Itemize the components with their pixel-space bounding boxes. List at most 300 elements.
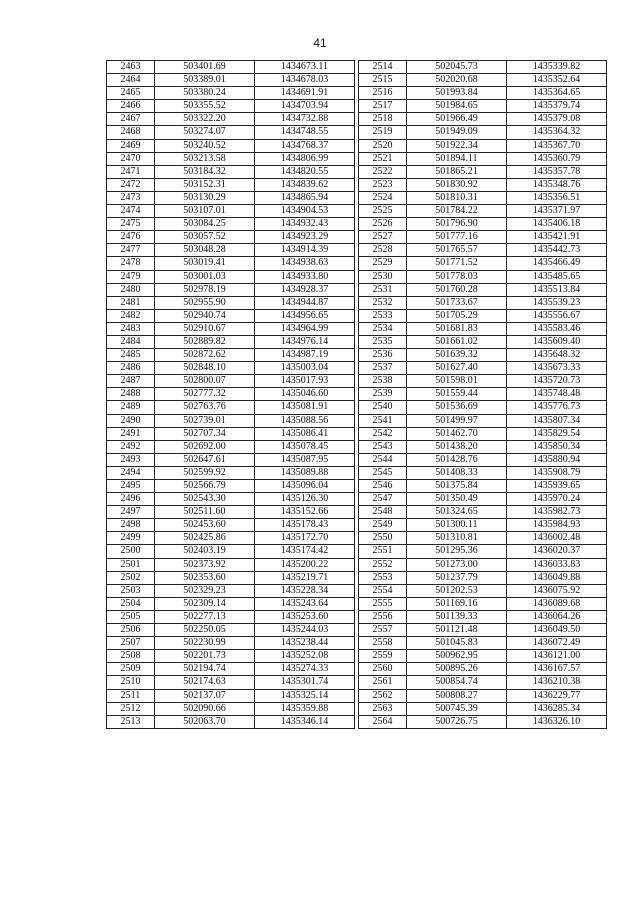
point-number-cell: 2550: [359, 532, 407, 545]
table-row: [107, 480, 355, 493]
y-coordinate-cell: 1434673.11: [255, 61, 355, 74]
table-row: [107, 270, 355, 283]
y-coordinate-cell: 1435442.73: [507, 244, 607, 257]
x-coordinate-cell: 502872.62: [155, 349, 255, 362]
point-number-cell: 2481: [107, 296, 155, 309]
point-number-cell: 2564: [359, 715, 407, 728]
table-row: [107, 493, 355, 506]
y-coordinate-cell: 1435081.91: [255, 401, 355, 414]
point-number-cell: 2531: [359, 283, 407, 296]
point-number-cell: 2522: [359, 165, 407, 178]
x-coordinate-cell: 501777.16: [407, 231, 507, 244]
x-coordinate-cell: 503380.24: [155, 87, 255, 100]
x-coordinate-cell: 501438.20: [407, 440, 507, 453]
table-row: [107, 113, 355, 126]
table-row: [107, 702, 355, 715]
x-coordinate-cell: 501350.49: [407, 493, 507, 506]
table-row: [107, 388, 355, 401]
x-coordinate-cell: 502277.13: [155, 610, 255, 623]
point-number-cell: 2546: [359, 480, 407, 493]
x-coordinate-cell: 502194.74: [155, 663, 255, 676]
y-coordinate-cell: 1435339.82: [507, 61, 607, 74]
x-coordinate-cell: 501499.97: [407, 414, 507, 427]
x-coordinate-cell: 503401.69: [155, 61, 255, 74]
page-number: 41: [313, 36, 327, 50]
point-number-cell: 2560: [359, 663, 407, 676]
x-coordinate-cell: 502373.92: [155, 558, 255, 571]
table-row: [359, 414, 607, 427]
y-coordinate-cell: 1435984.93: [507, 519, 607, 532]
point-number-cell: 2483: [107, 322, 155, 335]
x-coordinate-cell: 502940.74: [155, 309, 255, 322]
y-coordinate-cell: 1434928.37: [255, 283, 355, 296]
y-coordinate-cell: 1435152.66: [255, 506, 355, 519]
y-coordinate-cell: 1435539.23: [507, 296, 607, 309]
table-row: [359, 61, 607, 74]
x-coordinate-cell: 502707.34: [155, 427, 255, 440]
point-number-cell: 2484: [107, 335, 155, 348]
y-coordinate-cell: 1435371.97: [507, 205, 607, 218]
point-number-cell: 2538: [359, 375, 407, 388]
point-number-cell: 2548: [359, 506, 407, 519]
y-coordinate-cell: 1435829.54: [507, 427, 607, 440]
y-coordinate-cell: 1436121.00: [507, 650, 607, 663]
table-row: [359, 427, 607, 440]
table-row: [359, 650, 607, 663]
x-coordinate-cell: 502543.30: [155, 493, 255, 506]
point-number-cell: 2558: [359, 637, 407, 650]
point-number-cell: 2539: [359, 388, 407, 401]
y-coordinate-cell: 1435970.24: [507, 493, 607, 506]
x-coordinate-cell: 501169.16: [407, 597, 507, 610]
point-number-cell: 2517: [359, 100, 407, 113]
y-coordinate-cell: 1435086.41: [255, 427, 355, 440]
table-row: [359, 480, 607, 493]
y-coordinate-cell: 1434678.03: [255, 74, 355, 87]
point-number-cell: 2478: [107, 257, 155, 270]
y-coordinate-cell: 1435357.78: [507, 165, 607, 178]
y-coordinate-cell: 1435673.33: [507, 362, 607, 375]
y-coordinate-cell: 1434691.91: [255, 87, 355, 100]
table-row: [107, 152, 355, 165]
y-coordinate-cell: 1436089.68: [507, 597, 607, 610]
point-number-cell: 2511: [107, 689, 155, 702]
x-coordinate-cell: 501949.09: [407, 126, 507, 139]
table-row: [359, 178, 607, 191]
x-coordinate-cell: 501865.21: [407, 165, 507, 178]
y-coordinate-cell: 1434987.19: [255, 349, 355, 362]
x-coordinate-cell: 502599.92: [155, 466, 255, 479]
point-number-cell: 2479: [107, 270, 155, 283]
x-coordinate-cell: 501300.11: [407, 519, 507, 532]
point-number-cell: 2534: [359, 322, 407, 335]
table-row: [107, 309, 355, 322]
y-coordinate-cell: 1434944.87: [255, 296, 355, 309]
point-number-cell: 2524: [359, 191, 407, 204]
y-coordinate-cell: 1435046.60: [255, 388, 355, 401]
x-coordinate-cell: 502353.60: [155, 571, 255, 584]
x-coordinate-cell: 501661.02: [407, 335, 507, 348]
table-row: [107, 257, 355, 270]
table-row: [107, 362, 355, 375]
y-coordinate-cell: 1435172.70: [255, 532, 355, 545]
y-coordinate-cell: 1435078.45: [255, 440, 355, 453]
y-coordinate-cell: 1434839.62: [255, 178, 355, 191]
y-coordinate-cell: 1435466.49: [507, 257, 607, 270]
point-number-cell: 2502: [107, 571, 155, 584]
table-row: [359, 165, 607, 178]
y-coordinate-cell: 1436064.26: [507, 610, 607, 623]
y-coordinate-cell: 1436210.38: [507, 676, 607, 689]
table-row: [359, 244, 607, 257]
point-number-cell: 2552: [359, 558, 407, 571]
table-row: [359, 702, 607, 715]
table-row: [107, 231, 355, 244]
point-number-cell: 2465: [107, 87, 155, 100]
table-row: [107, 349, 355, 362]
y-coordinate-cell: 1435089.88: [255, 466, 355, 479]
table-row: [359, 126, 607, 139]
x-coordinate-cell: 501121.48: [407, 624, 507, 637]
y-coordinate-cell: 1435583.46: [507, 322, 607, 335]
x-coordinate-cell: 502174.63: [155, 676, 255, 689]
y-coordinate-cell: 1436049.50: [507, 624, 607, 637]
table-row: [359, 401, 607, 414]
y-coordinate-cell: 1435238.44: [255, 637, 355, 650]
table-row: [359, 558, 607, 571]
x-coordinate-cell: 501771.52: [407, 257, 507, 270]
table-row: [359, 453, 607, 466]
x-coordinate-cell: 501559.44: [407, 388, 507, 401]
point-number-cell: 2501: [107, 558, 155, 571]
point-number-cell: 2530: [359, 270, 407, 283]
table-row: [107, 218, 355, 231]
table-row: [359, 205, 607, 218]
point-number-cell: 2496: [107, 493, 155, 506]
table-row: [359, 152, 607, 165]
x-coordinate-cell: 503355.52: [155, 100, 255, 113]
point-number-cell: 2503: [107, 584, 155, 597]
table-row: [359, 663, 607, 676]
table-row: [107, 676, 355, 689]
point-number-cell: 2509: [107, 663, 155, 676]
y-coordinate-cell: 1435348.76: [507, 178, 607, 191]
x-coordinate-cell: 502230.99: [155, 637, 255, 650]
point-number-cell: 2542: [359, 427, 407, 440]
point-number-cell: 2514: [359, 61, 407, 74]
x-coordinate-cell: 502201.73: [155, 650, 255, 663]
point-number-cell: 2477: [107, 244, 155, 257]
y-coordinate-cell: 1435088.56: [255, 414, 355, 427]
point-number-cell: 2516: [359, 87, 407, 100]
x-coordinate-cell: 502763.76: [155, 401, 255, 414]
point-number-cell: 2490: [107, 414, 155, 427]
y-coordinate-cell: 1435325.14: [255, 689, 355, 702]
point-number-cell: 2494: [107, 466, 155, 479]
x-coordinate-cell: 503152.31: [155, 178, 255, 191]
y-coordinate-cell: 1434923.29: [255, 231, 355, 244]
table-row: [359, 113, 607, 126]
y-coordinate-cell: 1435252.08: [255, 650, 355, 663]
y-coordinate-cell: 1434768.37: [255, 139, 355, 152]
y-coordinate-cell: 1435178.43: [255, 519, 355, 532]
point-number-cell: 2470: [107, 152, 155, 165]
x-coordinate-cell: 501202.53: [407, 584, 507, 597]
y-coordinate-cell: 1435356.51: [507, 191, 607, 204]
point-number-cell: 2491: [107, 427, 155, 440]
point-number-cell: 2554: [359, 584, 407, 597]
point-number-cell: 2526: [359, 218, 407, 231]
x-coordinate-cell: 501778.03: [407, 270, 507, 283]
point-number-cell: 2529: [359, 257, 407, 270]
point-number-cell: 2475: [107, 218, 155, 231]
x-coordinate-cell: 502910.67: [155, 322, 255, 335]
x-coordinate-cell: 502329.23: [155, 584, 255, 597]
x-coordinate-cell: 503184.32: [155, 165, 255, 178]
table-row: [359, 388, 607, 401]
y-coordinate-cell: 1435908.79: [507, 466, 607, 479]
point-number-cell: 2463: [107, 61, 155, 74]
table-row: [107, 532, 355, 545]
y-coordinate-cell: 1434732.88: [255, 113, 355, 126]
point-number-cell: 2561: [359, 676, 407, 689]
table-row: [359, 362, 607, 375]
x-coordinate-cell: 501765.57: [407, 244, 507, 257]
y-coordinate-cell: 1435720.73: [507, 375, 607, 388]
x-coordinate-cell: 502647.61: [155, 453, 255, 466]
table-row: [359, 689, 607, 702]
point-number-cell: 2521: [359, 152, 407, 165]
x-coordinate-cell: 501139.33: [407, 610, 507, 623]
point-number-cell: 2472: [107, 178, 155, 191]
table-row: [107, 453, 355, 466]
x-coordinate-cell: 501830.92: [407, 178, 507, 191]
y-coordinate-cell: 1435776.73: [507, 401, 607, 414]
x-coordinate-cell: 503274.07: [155, 126, 255, 139]
y-coordinate-cell: 1435364.32: [507, 126, 607, 139]
y-coordinate-cell: 1435364.65: [507, 87, 607, 100]
table-row: [359, 624, 607, 637]
x-coordinate-cell: 503389.01: [155, 74, 255, 87]
y-coordinate-cell: 1435096.04: [255, 480, 355, 493]
point-number-cell: 2499: [107, 532, 155, 545]
x-coordinate-cell: 500726.75: [407, 715, 507, 728]
table-row: [107, 414, 355, 427]
y-coordinate-cell: 1434904.53: [255, 205, 355, 218]
x-coordinate-cell: 503084.25: [155, 218, 255, 231]
y-coordinate-cell: 1434703.94: [255, 100, 355, 113]
y-coordinate-cell: 1436049.88: [507, 571, 607, 584]
table-row: [359, 571, 607, 584]
point-number-cell: 2557: [359, 624, 407, 637]
x-coordinate-cell: 500962.95: [407, 650, 507, 663]
x-coordinate-cell: 502453.60: [155, 519, 255, 532]
y-coordinate-cell: 1435087.95: [255, 453, 355, 466]
table-row: [107, 205, 355, 218]
table-row: [107, 61, 355, 74]
y-coordinate-cell: 1434938.63: [255, 257, 355, 270]
x-coordinate-cell: 501984.65: [407, 100, 507, 113]
table-row: [107, 545, 355, 558]
x-coordinate-cell: 502566.79: [155, 480, 255, 493]
point-number-cell: 2536: [359, 349, 407, 362]
y-coordinate-cell: 1435003.04: [255, 362, 355, 375]
point-number-cell: 2506: [107, 624, 155, 637]
y-coordinate-cell: 1435850.34: [507, 440, 607, 453]
coordinates-table-right: [358, 60, 607, 729]
y-coordinate-cell: 1435939.65: [507, 480, 607, 493]
point-number-cell: 2492: [107, 440, 155, 453]
x-coordinate-cell: 501966.49: [407, 113, 507, 126]
point-number-cell: 2498: [107, 519, 155, 532]
x-coordinate-cell: 502800.07: [155, 375, 255, 388]
table-row: [107, 610, 355, 623]
point-number-cell: 2532: [359, 296, 407, 309]
point-number-cell: 2508: [107, 650, 155, 663]
x-coordinate-cell: 501627.40: [407, 362, 507, 375]
table-row: [107, 401, 355, 414]
y-coordinate-cell: 1435379.08: [507, 113, 607, 126]
table-row: [107, 715, 355, 728]
y-coordinate-cell: 1436020.37: [507, 545, 607, 558]
x-coordinate-cell: 502511.60: [155, 506, 255, 519]
table-row: [359, 218, 607, 231]
x-coordinate-cell: 502090.66: [155, 702, 255, 715]
point-number-cell: 2464: [107, 74, 155, 87]
x-coordinate-cell: 501681.83: [407, 322, 507, 335]
x-coordinate-cell: 503322.20: [155, 113, 255, 126]
table-row: [107, 558, 355, 571]
y-coordinate-cell: 1435485.65: [507, 270, 607, 283]
table-row: [107, 165, 355, 178]
x-coordinate-cell: 502250.05: [155, 624, 255, 637]
table-row: [107, 427, 355, 440]
table-row: [359, 100, 607, 113]
table-row: [107, 178, 355, 191]
table-row: [107, 506, 355, 519]
point-number-cell: 2541: [359, 414, 407, 427]
y-coordinate-cell: 1434964.99: [255, 322, 355, 335]
y-coordinate-cell: 1435301.74: [255, 676, 355, 689]
point-number-cell: 2474: [107, 205, 155, 218]
x-coordinate-cell: 503240.52: [155, 139, 255, 152]
x-coordinate-cell: 501462.70: [407, 427, 507, 440]
x-coordinate-cell: 501310.81: [407, 532, 507, 545]
table-row: [107, 637, 355, 650]
table-row: [359, 87, 607, 100]
y-coordinate-cell: 1434956.65: [255, 309, 355, 322]
x-coordinate-cell: 503107.01: [155, 205, 255, 218]
coordinates-table-left-body: [107, 61, 355, 729]
y-coordinate-cell: 1436075.92: [507, 584, 607, 597]
x-coordinate-cell: 502692.00: [155, 440, 255, 453]
point-number-cell: 2480: [107, 283, 155, 296]
point-number-cell: 2487: [107, 375, 155, 388]
y-coordinate-cell: 1434932.43: [255, 218, 355, 231]
point-number-cell: 2535: [359, 335, 407, 348]
table-row: [359, 584, 607, 597]
x-coordinate-cell: 502137.07: [155, 689, 255, 702]
x-coordinate-cell: 501733.67: [407, 296, 507, 309]
table-row: [107, 571, 355, 584]
x-coordinate-cell: 503048.28: [155, 244, 255, 257]
x-coordinate-cell: 501796.90: [407, 218, 507, 231]
x-coordinate-cell: 502978.19: [155, 283, 255, 296]
table-row: [359, 309, 607, 322]
table-row: [359, 532, 607, 545]
table-row: [107, 87, 355, 100]
table-row: [107, 296, 355, 309]
x-coordinate-cell: 501428.76: [407, 453, 507, 466]
x-coordinate-cell: 502777.32: [155, 388, 255, 401]
table-row: [359, 493, 607, 506]
point-number-cell: 2468: [107, 126, 155, 139]
point-number-cell: 2537: [359, 362, 407, 375]
y-coordinate-cell: 1435367.70: [507, 139, 607, 152]
point-number-cell: 2515: [359, 74, 407, 87]
y-coordinate-cell: 1436033.83: [507, 558, 607, 571]
y-coordinate-cell: 1436072.49: [507, 637, 607, 650]
point-number-cell: 2495: [107, 480, 155, 493]
table-row: [359, 270, 607, 283]
y-coordinate-cell: 1434748.55: [255, 126, 355, 139]
y-coordinate-cell: 1436229.77: [507, 689, 607, 702]
y-coordinate-cell: 1435174.42: [255, 545, 355, 558]
table-row: [107, 689, 355, 702]
table-row: [359, 506, 607, 519]
y-coordinate-cell: 1435243.64: [255, 597, 355, 610]
point-number-cell: 2520: [359, 139, 407, 152]
x-coordinate-cell: 502955.90: [155, 296, 255, 309]
table-row: [107, 519, 355, 532]
table-row: [359, 519, 607, 532]
point-number-cell: 2549: [359, 519, 407, 532]
point-number-cell: 2533: [359, 309, 407, 322]
x-coordinate-cell: 502020.68: [407, 74, 507, 87]
point-number-cell: 2497: [107, 506, 155, 519]
point-number-cell: 2559: [359, 650, 407, 663]
x-coordinate-cell: 501922.34: [407, 139, 507, 152]
y-coordinate-cell: 1434806.99: [255, 152, 355, 165]
point-number-cell: 2500: [107, 545, 155, 558]
point-number-cell: 2540: [359, 401, 407, 414]
table-row: [107, 624, 355, 637]
y-coordinate-cell: 1435346.14: [255, 715, 355, 728]
x-coordinate-cell: 500808.27: [407, 689, 507, 702]
table-row: [359, 231, 607, 244]
y-coordinate-cell: 1435807.34: [507, 414, 607, 427]
x-coordinate-cell: 502403.19: [155, 545, 255, 558]
point-number-cell: 2504: [107, 597, 155, 610]
table-row: [359, 283, 607, 296]
y-coordinate-cell: 1435360.79: [507, 152, 607, 165]
table-row: [107, 191, 355, 204]
table-row: [107, 597, 355, 610]
table-row: [359, 676, 607, 689]
y-coordinate-cell: 1435352.64: [507, 74, 607, 87]
x-coordinate-cell: 501273.00: [407, 558, 507, 571]
y-coordinate-cell: 1436326.10: [507, 715, 607, 728]
table-row: [359, 139, 607, 152]
y-coordinate-cell: 1435748.48: [507, 388, 607, 401]
table-row: [107, 244, 355, 257]
point-number-cell: 2513: [107, 715, 155, 728]
x-coordinate-cell: 502848.10: [155, 362, 255, 375]
x-coordinate-cell: 501237.79: [407, 571, 507, 584]
table-row: [107, 139, 355, 152]
point-number-cell: 2523: [359, 178, 407, 191]
point-number-cell: 2467: [107, 113, 155, 126]
